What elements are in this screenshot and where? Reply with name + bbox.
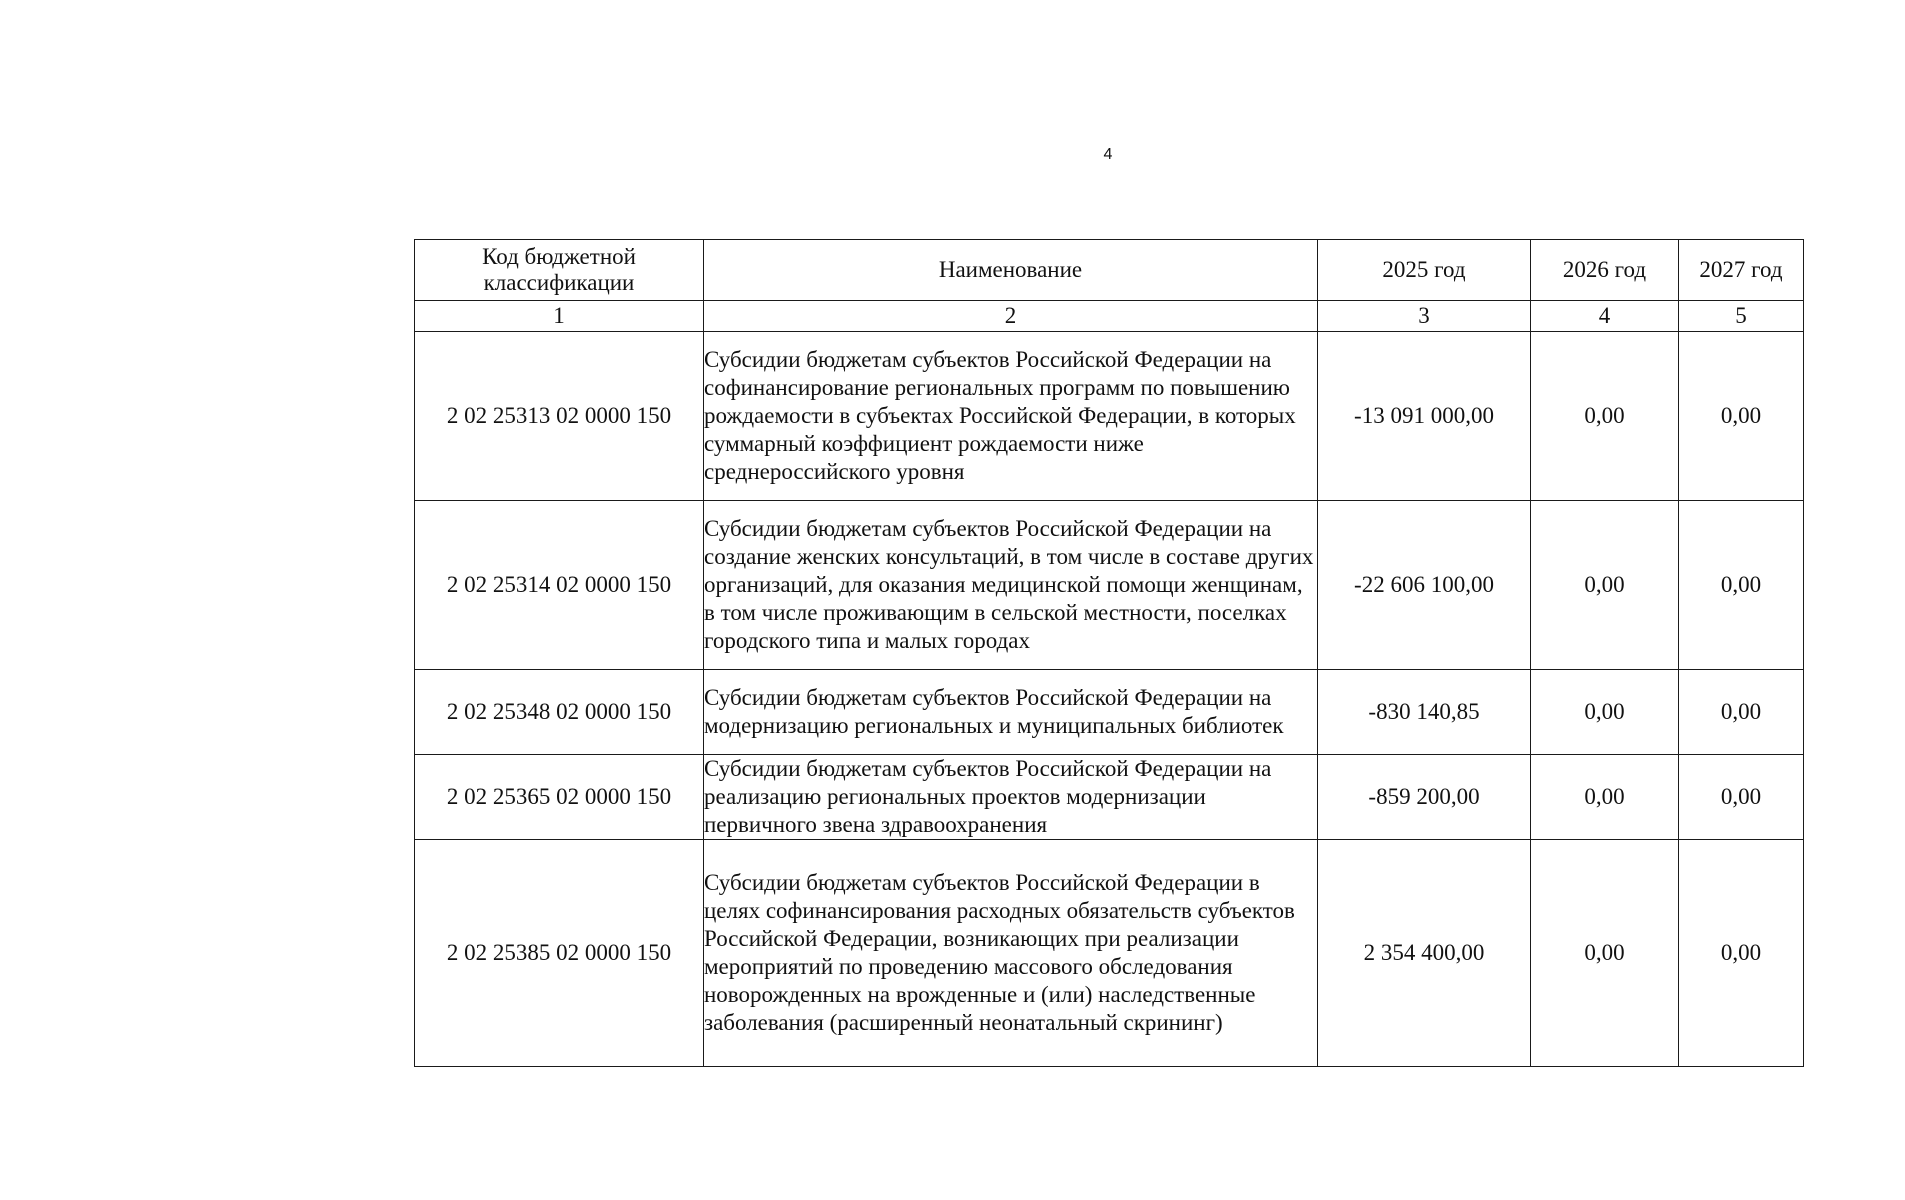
- table-row: [415, 755, 1804, 840]
- budget-code-cell: 2 02 25348 02 0000 150: [415, 670, 704, 755]
- header-2026: 2026 год: [1531, 240, 1679, 301]
- name-cell: Субсидии бюджетам субъектов Российской Федерации на реализацию региональных проектов модернизации первичного звена здравоохранения: [704, 755, 1318, 840]
- table-row: [415, 501, 1804, 670]
- page-number: 4: [1103, 146, 1113, 163]
- value-2026-cell: 0,00: [1531, 501, 1679, 670]
- value-2025-cell: -13 091 000,00: [1318, 332, 1531, 501]
- value-2027-cell: 0,00: [1679, 670, 1804, 755]
- header-name: Наименование: [704, 240, 1318, 301]
- table-row: [415, 840, 1804, 1067]
- value-2027-cell: 0,00: [1679, 501, 1804, 670]
- name-cell: Субсидии бюджетам субъектов Российской Федерации на создание женских консультаций, в том числе в составе других организаций, для оказания медицинской помощи женщинам, в том числе проживающим в сельской местности, поселках городского типа и малых городах: [704, 501, 1318, 670]
- column-number: 3: [1318, 301, 1531, 332]
- name-cell: Субсидии бюджетам субъектов Российской Федерации на модернизацию региональных и муниципальных библиотек: [704, 670, 1318, 755]
- value-2027-cell: 0,00: [1679, 755, 1804, 840]
- name-cell: Субсидии бюджетам субъектов Российской Федерации на софинансирование региональных программ по повышению рождаемости в субъектах Российской Федерации, в которых суммарный коэффициент рождаемости ниже среднероссийского уровня: [704, 332, 1318, 501]
- value-2026-cell: 0,00: [1531, 670, 1679, 755]
- value-2027-cell: 0,00: [1679, 840, 1804, 1067]
- value-2025-cell: -22 606 100,00: [1318, 501, 1531, 670]
- budget-code-cell: 2 02 25365 02 0000 150: [415, 755, 704, 840]
- name-cell: Субсидии бюджетам субъектов Российской Федерации в целях софинансирования расходных обязательств субъектов Российской Федерации, возникающих при реализации мероприятий по проведению массового обследования новорожденных на врожденные и (или) наследственные заболевания (расширенный неонатальный скрининг): [704, 840, 1318, 1067]
- value-2025-cell: -859 200,00: [1318, 755, 1531, 840]
- column-number: 2: [704, 301, 1318, 332]
- value-2026-cell: 0,00: [1531, 840, 1679, 1067]
- column-number: 5: [1679, 301, 1804, 332]
- value-2026-cell: 0,00: [1531, 332, 1679, 501]
- value-2025-cell: -830 140,85: [1318, 670, 1531, 755]
- table-row: [415, 670, 1804, 755]
- header-2025: 2025 год: [1318, 240, 1531, 301]
- header-code: Код бюджетной классификации: [415, 240, 704, 301]
- budget-code-cell: 2 02 25385 02 0000 150: [415, 840, 704, 1067]
- column-number-row: [415, 301, 1804, 332]
- header-2027: 2027 год: [1679, 240, 1804, 301]
- value-2027-cell: 0,00: [1679, 332, 1804, 501]
- column-number: 4: [1531, 301, 1679, 332]
- value-2026-cell: 0,00: [1531, 755, 1679, 840]
- table-row: [415, 332, 1804, 501]
- budget-table: [414, 239, 1804, 1067]
- column-number: 1: [415, 301, 704, 332]
- value-2025-cell: 2 354 400,00: [1318, 840, 1531, 1067]
- budget-code-cell: 2 02 25314 02 0000 150: [415, 501, 704, 670]
- budget-code-cell: 2 02 25313 02 0000 150: [415, 332, 704, 501]
- table-header-row: [415, 240, 1804, 301]
